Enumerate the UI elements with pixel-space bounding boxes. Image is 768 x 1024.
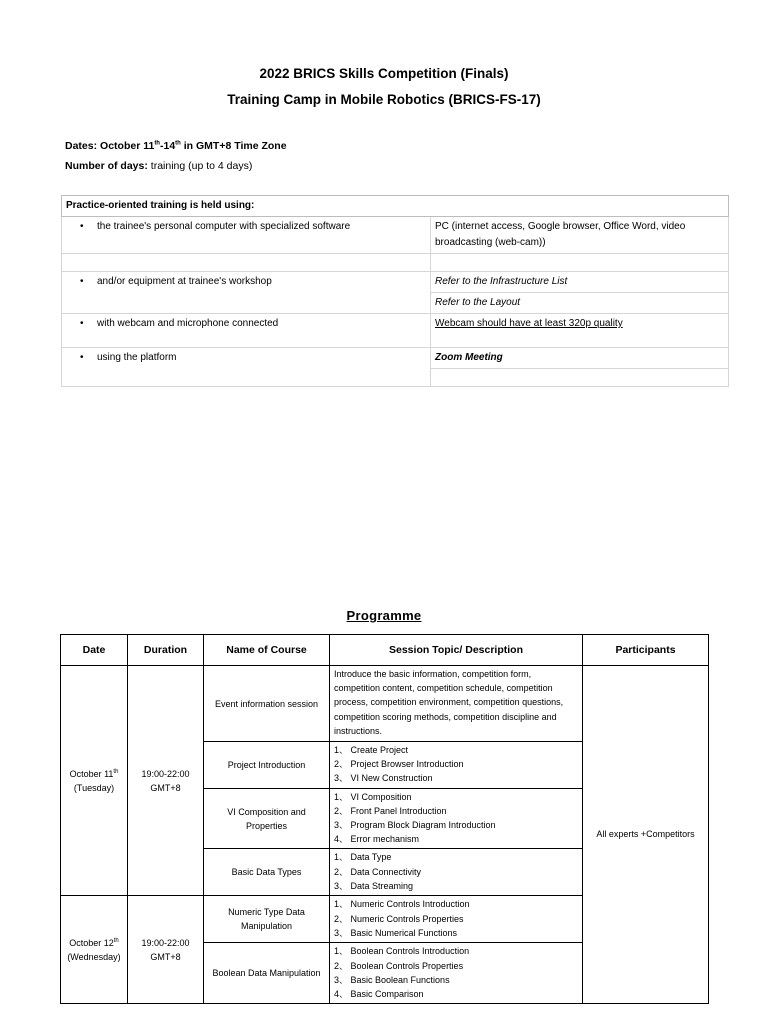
course-name: Event information session (204, 666, 330, 742)
days-label: Number of days: (65, 160, 148, 172)
dates-suffix: in GMT+8 Time Zone (180, 140, 287, 152)
practice-table (61, 195, 729, 387)
practice-spacer (62, 254, 431, 272)
programme-title: Programme (346, 608, 422, 623)
session-topics: 1、 Data Type 2、 Data Connectivity 3、 Data Streaming (330, 849, 583, 896)
programme-table (60, 634, 709, 1004)
session-topics: 1、 VI Composition 2、 Front Panel Introduction 3、 Program Block Diagram Introduction 4、 Error mechanism (330, 788, 583, 849)
practice-spacer (431, 254, 729, 272)
duration-cell: 19:00-22:00 GMT+8 (128, 666, 204, 896)
column-header-duration: Duration (128, 635, 204, 666)
practice-item: • using the platform (62, 348, 431, 387)
practice-detail-platform: Zoom Meeting (431, 348, 729, 369)
date-cell: October 12th (Wednesday) (61, 896, 128, 1004)
practice-detail: PC (internet access, Google browser, Office Word, video broadcasting (web-cam)) (431, 217, 729, 254)
document-title: 2022 BRICS Skills Competition (Finals) (259, 66, 509, 81)
practice-detail-webcam: Webcam should have at least 320p quality (431, 314, 729, 348)
dates-label: Dates: (65, 140, 98, 152)
column-header-date: Date (61, 635, 128, 666)
session-topics: 1、 Create Project 2、 Project Browser Introduction 3、 VI New Construction (330, 742, 583, 789)
practice-detail-infrastructure: Refer to the Infrastructure List (431, 272, 729, 293)
days-value: training (up to 4 days) (147, 160, 253, 172)
days-line (65, 160, 252, 172)
dates-sup1: th (154, 140, 160, 147)
dates-end: -14 (159, 140, 176, 152)
date-cell: October 11th (Tuesday) (61, 666, 128, 896)
participants-cell: All experts +Competitors (583, 666, 709, 1004)
duration-cell: 19:00-22:00 GMT+8 (128, 896, 204, 1004)
dates-line (65, 140, 287, 152)
dates-sup2: th (175, 140, 181, 147)
column-header-topic: Session Topic/ Description (330, 635, 583, 666)
course-name: Boolean Data Manipulation (204, 943, 330, 1004)
column-header-course: Name of Course (204, 635, 330, 666)
course-name: Numeric Type Data Manipulation (204, 896, 330, 943)
document-subtitle: Training Camp in Mobile Robotics (BRICS-FS-17) (227, 92, 541, 107)
session-topics: 1、 Numeric Controls Introduction 2、 Numeric Controls Properties 3、 Basic Numerical Functions (330, 896, 583, 943)
course-name: VI Composition and Properties (204, 788, 330, 849)
session-topics: Introduce the basic information, competition form, competition content, competition schedule, competition process, competition environment, competition questions, competition scoring methods, competition discipline and instructions. (330, 666, 583, 742)
course-name: Basic Data Types (204, 849, 330, 896)
practice-item: • the trainee's personal computer with specialized software (62, 217, 431, 254)
practice-item: • and/or equipment at trainee's workshop (62, 272, 431, 314)
column-header-participants: Participants (583, 635, 709, 666)
practice-header: Practice-oriented training is held using: (62, 196, 729, 217)
practice-detail-layout: Refer to the Layout (431, 293, 729, 314)
practice-item: • with webcam and microphone connected (62, 314, 431, 348)
practice-spacer (431, 369, 729, 387)
course-name: Project Introduction (204, 742, 330, 789)
dates-start: October 11 (97, 140, 155, 152)
session-topics: 1、 Boolean Controls Introduction 2、 Boolean Controls Properties 3、 Basic Boolean Functions 4、 Basic Comparison (330, 943, 583, 1004)
